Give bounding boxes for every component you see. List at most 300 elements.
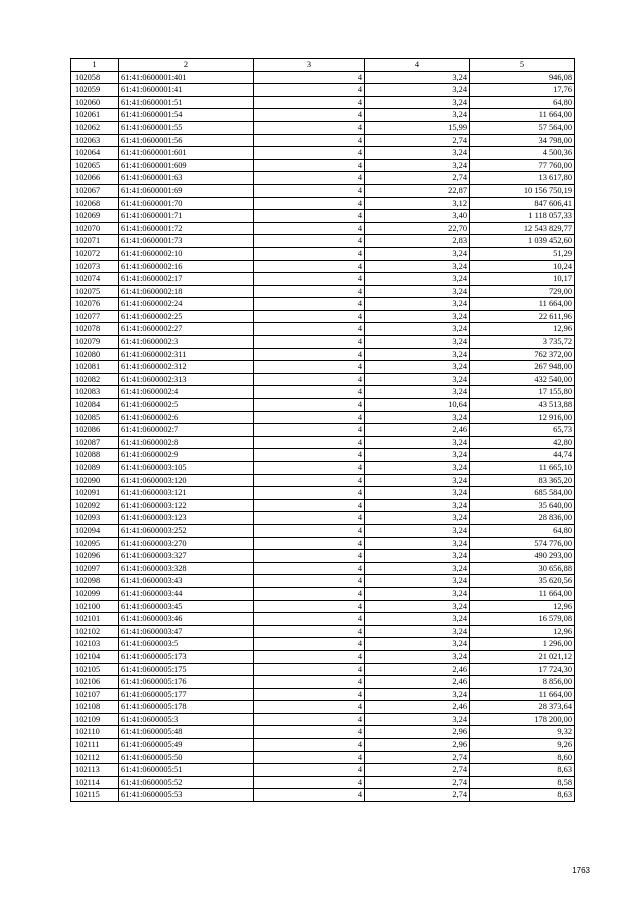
table-cell-col-1: 102083: [71, 386, 119, 399]
table-cell-col-5: 17,76: [470, 84, 575, 97]
table-cell-col-5: 17 155,80: [470, 386, 575, 399]
table-cell-col-2: 61:41:0600002:8: [119, 436, 254, 449]
table-cell-col-4: 3,24: [365, 587, 470, 600]
table-cell-col-5: 3 735,72: [470, 336, 575, 349]
table-cell-col-1: 102096: [71, 550, 119, 563]
table-cell-col-3: 4: [254, 462, 365, 475]
table-cell-col-5: 12,96: [470, 323, 575, 336]
table-cell-col-2: 61:41:0600003:327: [119, 550, 254, 563]
table-cell-col-1: 102107: [71, 688, 119, 701]
table-cell-col-2: 61:41:0600002:7: [119, 424, 254, 437]
table-cell-col-4: 3,24: [365, 512, 470, 525]
table-cell-col-1: 102103: [71, 638, 119, 651]
table-cell-col-5: 30 656,88: [470, 562, 575, 575]
table-row: [71, 524, 575, 537]
table-cell-col-3: 4: [254, 625, 365, 638]
table-cell-col-2: 61:41:0600003:46: [119, 613, 254, 626]
table-cell-col-2: 61:41:0600003:270: [119, 537, 254, 550]
table-cell-col-5: 12 543 829,77: [470, 222, 575, 235]
table-cell-col-3: 4: [254, 235, 365, 248]
table-cell-col-2: 61:41:0600002:16: [119, 260, 254, 273]
table-cell-col-3: 4: [254, 537, 365, 550]
table-cell-col-1: 102115: [71, 789, 119, 802]
table-cell-col-4: 2,46: [365, 701, 470, 714]
table-cell-col-4: 3,24: [365, 499, 470, 512]
table-row: [71, 348, 575, 361]
table-cell-col-2: 61:41:0600002:9: [119, 449, 254, 462]
table-cell-col-2: 61:41:0600002:312: [119, 361, 254, 374]
table-cell-col-3: 4: [254, 487, 365, 500]
table-cell-col-4: 3,24: [365, 411, 470, 424]
column-header-5: 5: [470, 59, 575, 72]
table-cell-col-1: 102068: [71, 197, 119, 210]
table-cell-col-3: 4: [254, 613, 365, 626]
table-cell-col-1: 102101: [71, 613, 119, 626]
table-row: [71, 776, 575, 789]
table-cell-col-1: 102072: [71, 247, 119, 260]
table-cell-col-5: 4 500,36: [470, 147, 575, 160]
table-row: [71, 613, 575, 626]
table-row: [71, 121, 575, 134]
table-cell-col-1: 102084: [71, 399, 119, 412]
table-cell-col-1: 102062: [71, 121, 119, 134]
table-cell-col-3: 4: [254, 474, 365, 487]
table-cell-col-3: 4: [254, 121, 365, 134]
table-cell-col-2: 61:41:0600002:18: [119, 285, 254, 298]
table-cell-col-2: 61:41:0600005:176: [119, 676, 254, 689]
table-cell-col-1: 102090: [71, 474, 119, 487]
table-cell-col-3: 4: [254, 184, 365, 197]
table-cell-col-4: 3,24: [365, 550, 470, 563]
table-cell-col-3: 4: [254, 298, 365, 311]
table-cell-col-4: 3,24: [365, 474, 470, 487]
table-row: [71, 386, 575, 399]
table-row: [71, 701, 575, 714]
table-row: [71, 688, 575, 701]
table-cell-col-4: 22,87: [365, 184, 470, 197]
table-cell-col-3: 4: [254, 789, 365, 802]
table-row: [71, 147, 575, 160]
table-cell-col-2: 61:41:0600003:328: [119, 562, 254, 575]
table-cell-col-1: 102067: [71, 184, 119, 197]
table-row: [71, 562, 575, 575]
table-cell-col-5: 574 776,00: [470, 537, 575, 550]
table-cell-col-5: 8,58: [470, 776, 575, 789]
table-cell-col-2: 61:41:0600001:70: [119, 197, 254, 210]
table-cell-col-4: 3,24: [365, 159, 470, 172]
table-cell-col-2: 61:41:0600005:49: [119, 739, 254, 752]
table-cell-col-3: 4: [254, 210, 365, 223]
table-cell-col-2: 61:41:0600001:601: [119, 147, 254, 160]
table-cell-col-3: 4: [254, 562, 365, 575]
table-cell-col-3: 4: [254, 197, 365, 210]
header-row: [71, 59, 575, 72]
table-cell-col-4: 2,74: [365, 789, 470, 802]
table-cell-col-4: 3,24: [365, 336, 470, 349]
table-cell-col-1: 102089: [71, 462, 119, 475]
table-cell-col-5: 1 296,00: [470, 638, 575, 651]
table-cell-col-3: 4: [254, 134, 365, 147]
table-row: [71, 96, 575, 109]
table-cell-col-3: 4: [254, 751, 365, 764]
table-cell-col-1: 102098: [71, 575, 119, 588]
table-cell-col-5: 11 664,00: [470, 298, 575, 311]
table-cell-col-4: 3,24: [365, 285, 470, 298]
table-cell-col-4: 3,24: [365, 323, 470, 336]
table-row: [71, 600, 575, 613]
table-cell-col-2: 61:41:0600005:50: [119, 751, 254, 764]
table-row: [71, 273, 575, 286]
table-cell-col-5: 685 584,00: [470, 487, 575, 500]
table-cell-col-4: 3,24: [365, 537, 470, 550]
table-cell-col-2: 61:41:0600001:51: [119, 96, 254, 109]
table-cell-col-1: 102080: [71, 348, 119, 361]
table-cell-col-5: 12,96: [470, 600, 575, 613]
table-cell-col-5: 42,80: [470, 436, 575, 449]
table-cell-col-4: 3,24: [365, 348, 470, 361]
table-cell-col-2: 61:41:0600003:47: [119, 625, 254, 638]
table-cell-col-2: 61:41:0600005:178: [119, 701, 254, 714]
table-cell-col-4: 3,24: [365, 650, 470, 663]
table-cell-col-5: 946,08: [470, 71, 575, 84]
table-cell-col-4: 3,24: [365, 298, 470, 311]
table-cell-col-1: 102073: [71, 260, 119, 273]
table-cell-col-2: 61:41:0600002:5: [119, 399, 254, 412]
table-cell-col-5: 65,73: [470, 424, 575, 437]
table-cell-col-2: 61:41:0600002:3: [119, 336, 254, 349]
table-cell-col-5: 11 664,00: [470, 688, 575, 701]
table-cell-col-4: 2,96: [365, 739, 470, 752]
column-header-4: 4: [365, 59, 470, 72]
table-row: [71, 462, 575, 475]
table-cell-col-3: 4: [254, 638, 365, 651]
table-cell-col-3: 4: [254, 424, 365, 437]
table-cell-col-4: 3,24: [365, 109, 470, 122]
table-cell-col-2: 61:41:0600001:71: [119, 210, 254, 223]
table-row: [71, 235, 575, 248]
table-cell-col-4: 10,64: [365, 399, 470, 412]
table-cell-col-4: 3,24: [365, 625, 470, 638]
table-cell-col-4: 3,24: [365, 386, 470, 399]
table-cell-col-2: 61:41:0600003:45: [119, 600, 254, 613]
table-cell-col-4: 3,24: [365, 449, 470, 462]
table-cell-col-3: 4: [254, 713, 365, 726]
table-cell-col-3: 4: [254, 411, 365, 424]
table-cell-col-1: 102106: [71, 676, 119, 689]
table-cell-col-1: 102078: [71, 323, 119, 336]
table-cell-col-4: 2,46: [365, 676, 470, 689]
table-cell-col-3: 4: [254, 600, 365, 613]
table-row: [71, 373, 575, 386]
table-cell-col-5: 28 836,00: [470, 512, 575, 525]
table-cell-col-1: 102093: [71, 512, 119, 525]
table-cell-col-3: 4: [254, 499, 365, 512]
table-cell-col-5: 13 617,80: [470, 172, 575, 185]
table-cell-col-5: 9,26: [470, 739, 575, 752]
table-cell-col-4: 2,74: [365, 776, 470, 789]
table-cell-col-5: 43 513,88: [470, 399, 575, 412]
table-row: [71, 84, 575, 97]
table-cell-col-5: 21 021,12: [470, 650, 575, 663]
table-row: [71, 663, 575, 676]
table-cell-col-2: 61:41:0600002:313: [119, 373, 254, 386]
table-cell-col-2: 61:41:0600003:120: [119, 474, 254, 487]
table-cell-col-2: 61:41:0600003:123: [119, 512, 254, 525]
table-cell-col-4: 2,83: [365, 235, 470, 248]
table-row: [71, 474, 575, 487]
page-number: 1763: [572, 866, 590, 875]
table-cell-col-1: 102066: [71, 172, 119, 185]
table-cell-col-3: 4: [254, 159, 365, 172]
table-cell-col-2: 61:41:0600003:44: [119, 587, 254, 600]
table-cell-col-1: 102091: [71, 487, 119, 500]
table-row: [71, 587, 575, 600]
table-cell-col-1: 102070: [71, 222, 119, 235]
table-cell-col-5: 178 200,00: [470, 713, 575, 726]
table-cell-col-1: 102060: [71, 96, 119, 109]
table-cell-col-5: 22 611,96: [470, 310, 575, 323]
table-cell-col-1: 102065: [71, 159, 119, 172]
table-cell-col-1: 102105: [71, 663, 119, 676]
table-cell-col-5: 64,80: [470, 524, 575, 537]
table-cell-col-1: 102088: [71, 449, 119, 462]
table-cell-col-3: 4: [254, 260, 365, 273]
table-cell-col-3: 4: [254, 323, 365, 336]
table-cell-col-4: 3,24: [365, 310, 470, 323]
table-cell-col-3: 4: [254, 512, 365, 525]
table-cell-col-4: 22,70: [365, 222, 470, 235]
table-cell-col-3: 4: [254, 550, 365, 563]
table-cell-col-1: 102102: [71, 625, 119, 638]
table-cell-col-1: 102075: [71, 285, 119, 298]
table-cell-col-5: 9,32: [470, 726, 575, 739]
column-header-1: 1: [71, 59, 119, 72]
table-cell-col-2: 61:41:0600002:6: [119, 411, 254, 424]
table-cell-col-4: 3,24: [365, 436, 470, 449]
table-cell-col-2: 61:41:0600002:311: [119, 348, 254, 361]
table-cell-col-2: 61:41:0600002:4: [119, 386, 254, 399]
table-cell-col-5: 10,24: [470, 260, 575, 273]
table-cell-col-3: 4: [254, 676, 365, 689]
table-cell-col-4: 2,74: [365, 751, 470, 764]
table-cell-col-4: 2,74: [365, 764, 470, 777]
table-cell-col-3: 4: [254, 436, 365, 449]
table-cell-col-4: 3,24: [365, 487, 470, 500]
table-cell-col-2: 61:41:0600001:401: [119, 71, 254, 84]
table-cell-col-5: 12,96: [470, 625, 575, 638]
table-row: [71, 424, 575, 437]
table-cell-col-1: 102109: [71, 713, 119, 726]
table-cell-col-1: 102059: [71, 84, 119, 97]
table-cell-col-5: 35 640,00: [470, 499, 575, 512]
table-cell-col-4: 3,24: [365, 713, 470, 726]
table-cell-col-5: 267 948,00: [470, 361, 575, 374]
table-cell-col-3: 4: [254, 285, 365, 298]
table-cell-col-4: 3,24: [365, 373, 470, 386]
table-row: [71, 361, 575, 374]
table-cell-col-3: 4: [254, 688, 365, 701]
table-cell-col-4: 3,24: [365, 562, 470, 575]
table-cell-col-2: 61:41:0600001:609: [119, 159, 254, 172]
table-cell-col-5: 8,63: [470, 764, 575, 777]
table-cell-col-3: 4: [254, 650, 365, 663]
table-cell-col-1: 102104: [71, 650, 119, 663]
table-cell-col-1: 102069: [71, 210, 119, 223]
table-cell-col-4: 3,24: [365, 688, 470, 701]
table-row: [71, 537, 575, 550]
table-cell-col-4: 3,24: [365, 613, 470, 626]
table-cell-col-4: 15,99: [365, 121, 470, 134]
table-row: [71, 323, 575, 336]
table-row: [71, 638, 575, 651]
table-cell-col-1: 102076: [71, 298, 119, 311]
table-cell-col-2: 61:41:0600002:27: [119, 323, 254, 336]
table-cell-col-2: 61:41:0600001:73: [119, 235, 254, 248]
table-cell-col-4: 3,24: [365, 575, 470, 588]
table-cell-col-3: 4: [254, 764, 365, 777]
table-cell-col-2: 61:41:0600003:122: [119, 499, 254, 512]
table-row: [71, 172, 575, 185]
table-cell-col-4: 3,24: [365, 247, 470, 260]
table-cell-col-5: 10,17: [470, 273, 575, 286]
table-cell-col-2: 61:41:0600002:24: [119, 298, 254, 311]
table-cell-col-1: 102111: [71, 739, 119, 752]
table-cell-col-4: 3,24: [365, 361, 470, 374]
table-body: [71, 71, 575, 801]
table-row: [71, 71, 575, 84]
table-cell-col-1: 102108: [71, 701, 119, 714]
data-table: [70, 58, 575, 802]
table-cell-col-2: 61:41:0600001:54: [119, 109, 254, 122]
table-cell-col-4: 2,46: [365, 663, 470, 676]
table-row: [71, 260, 575, 273]
table-cell-col-2: 61:41:0600005:3: [119, 713, 254, 726]
table-row: [71, 109, 575, 122]
table-cell-col-2: 61:41:0600001:55: [119, 121, 254, 134]
table-cell-col-3: 4: [254, 84, 365, 97]
table-cell-col-2: 61:41:0600001:41: [119, 84, 254, 97]
table-row: [71, 298, 575, 311]
table-cell-col-1: 102081: [71, 361, 119, 374]
table-cell-col-4: 2,74: [365, 172, 470, 185]
table-cell-col-3: 4: [254, 575, 365, 588]
table-cell-col-5: 1 118 057,33: [470, 210, 575, 223]
table-cell-col-5: 8 856,00: [470, 676, 575, 689]
table-cell-col-2: 61:41:0600002:10: [119, 247, 254, 260]
table-cell-col-5: 64,80: [470, 96, 575, 109]
table-row: [71, 739, 575, 752]
table-cell-col-4: 3,24: [365, 600, 470, 613]
table-cell-col-3: 4: [254, 273, 365, 286]
table-cell-col-1: 102064: [71, 147, 119, 160]
table-cell-col-2: 61:41:0600005:52: [119, 776, 254, 789]
table-cell-col-3: 4: [254, 776, 365, 789]
table-cell-col-1: 102086: [71, 424, 119, 437]
table-cell-col-2: 61:41:0600005:175: [119, 663, 254, 676]
table-cell-col-3: 4: [254, 348, 365, 361]
table-row: [71, 487, 575, 500]
table-cell-col-3: 4: [254, 172, 365, 185]
table-cell-col-3: 4: [254, 449, 365, 462]
table-row: [71, 512, 575, 525]
table-cell-col-2: 61:41:0600001:63: [119, 172, 254, 185]
table-cell-col-5: 847 606,41: [470, 197, 575, 210]
table-cell-col-2: 61:41:0600003:5: [119, 638, 254, 651]
table-cell-col-2: 61:41:0600003:121: [119, 487, 254, 500]
table-cell-col-3: 4: [254, 726, 365, 739]
table-cell-col-5: 57 564,00: [470, 121, 575, 134]
table-cell-col-5: 8,63: [470, 789, 575, 802]
table-cell-col-1: 102099: [71, 587, 119, 600]
table-cell-col-1: 102074: [71, 273, 119, 286]
table-cell-col-3: 4: [254, 399, 365, 412]
table-cell-col-3: 4: [254, 361, 365, 374]
table-row: [71, 726, 575, 739]
table-row: [71, 575, 575, 588]
table-cell-col-4: 2,96: [365, 726, 470, 739]
table-cell-col-5: 51,29: [470, 247, 575, 260]
table-cell-col-2: 61:41:0600005:51: [119, 764, 254, 777]
table-cell-col-1: 102097: [71, 562, 119, 575]
table-cell-col-1: 102058: [71, 71, 119, 84]
table-cell-col-1: 102079: [71, 336, 119, 349]
table-cell-col-5: 10 156 750,19: [470, 184, 575, 197]
table-cell-col-5: 11 664,00: [470, 109, 575, 122]
table-row: [71, 184, 575, 197]
table-cell-col-2: 61:41:0600002:17: [119, 273, 254, 286]
table-cell-col-4: 3,24: [365, 71, 470, 84]
table-cell-col-4: 3,24: [365, 524, 470, 537]
table-cell-col-1: 102110: [71, 726, 119, 739]
table-cell-col-1: 102092: [71, 499, 119, 512]
table-cell-col-2: 61:41:0600002:25: [119, 310, 254, 323]
table-cell-col-2: 61:41:0600003:252: [119, 524, 254, 537]
table-cell-col-1: 102095: [71, 537, 119, 550]
table-cell-col-4: 3,24: [365, 638, 470, 651]
table-cell-col-1: 102071: [71, 235, 119, 248]
table-cell-col-4: 3,24: [365, 96, 470, 109]
table-cell-col-5: 44,74: [470, 449, 575, 462]
table-row: [71, 310, 575, 323]
table-cell-col-3: 4: [254, 524, 365, 537]
table-cell-col-3: 4: [254, 701, 365, 714]
table-cell-col-2: 61:41:0600005:173: [119, 650, 254, 663]
table-row: [71, 399, 575, 412]
table-cell-col-1: 102113: [71, 764, 119, 777]
table-cell-col-5: 35 620,56: [470, 575, 575, 588]
table-cell-col-5: 11 664,00: [470, 587, 575, 600]
table-row: [71, 650, 575, 663]
table-row: [71, 499, 575, 512]
table-cell-col-5: 1 039 452,60: [470, 235, 575, 248]
table-cell-col-1: 102063: [71, 134, 119, 147]
table-cell-col-5: 83 365,20: [470, 474, 575, 487]
table-cell-col-4: 3,24: [365, 147, 470, 160]
table-cell-col-5: 8,60: [470, 751, 575, 764]
table-cell-col-5: 762 372,00: [470, 348, 575, 361]
table-row: [71, 159, 575, 172]
table-cell-col-1: 102085: [71, 411, 119, 424]
table-cell-col-3: 4: [254, 336, 365, 349]
table-cell-col-3: 4: [254, 373, 365, 386]
table-cell-col-3: 4: [254, 310, 365, 323]
table-row: [71, 411, 575, 424]
table-cell-col-5: 77 760,00: [470, 159, 575, 172]
table-cell-col-5: 729,00: [470, 285, 575, 298]
table-cell-col-4: 3,24: [365, 260, 470, 273]
table-row: [71, 134, 575, 147]
table-cell-col-1: 102077: [71, 310, 119, 323]
